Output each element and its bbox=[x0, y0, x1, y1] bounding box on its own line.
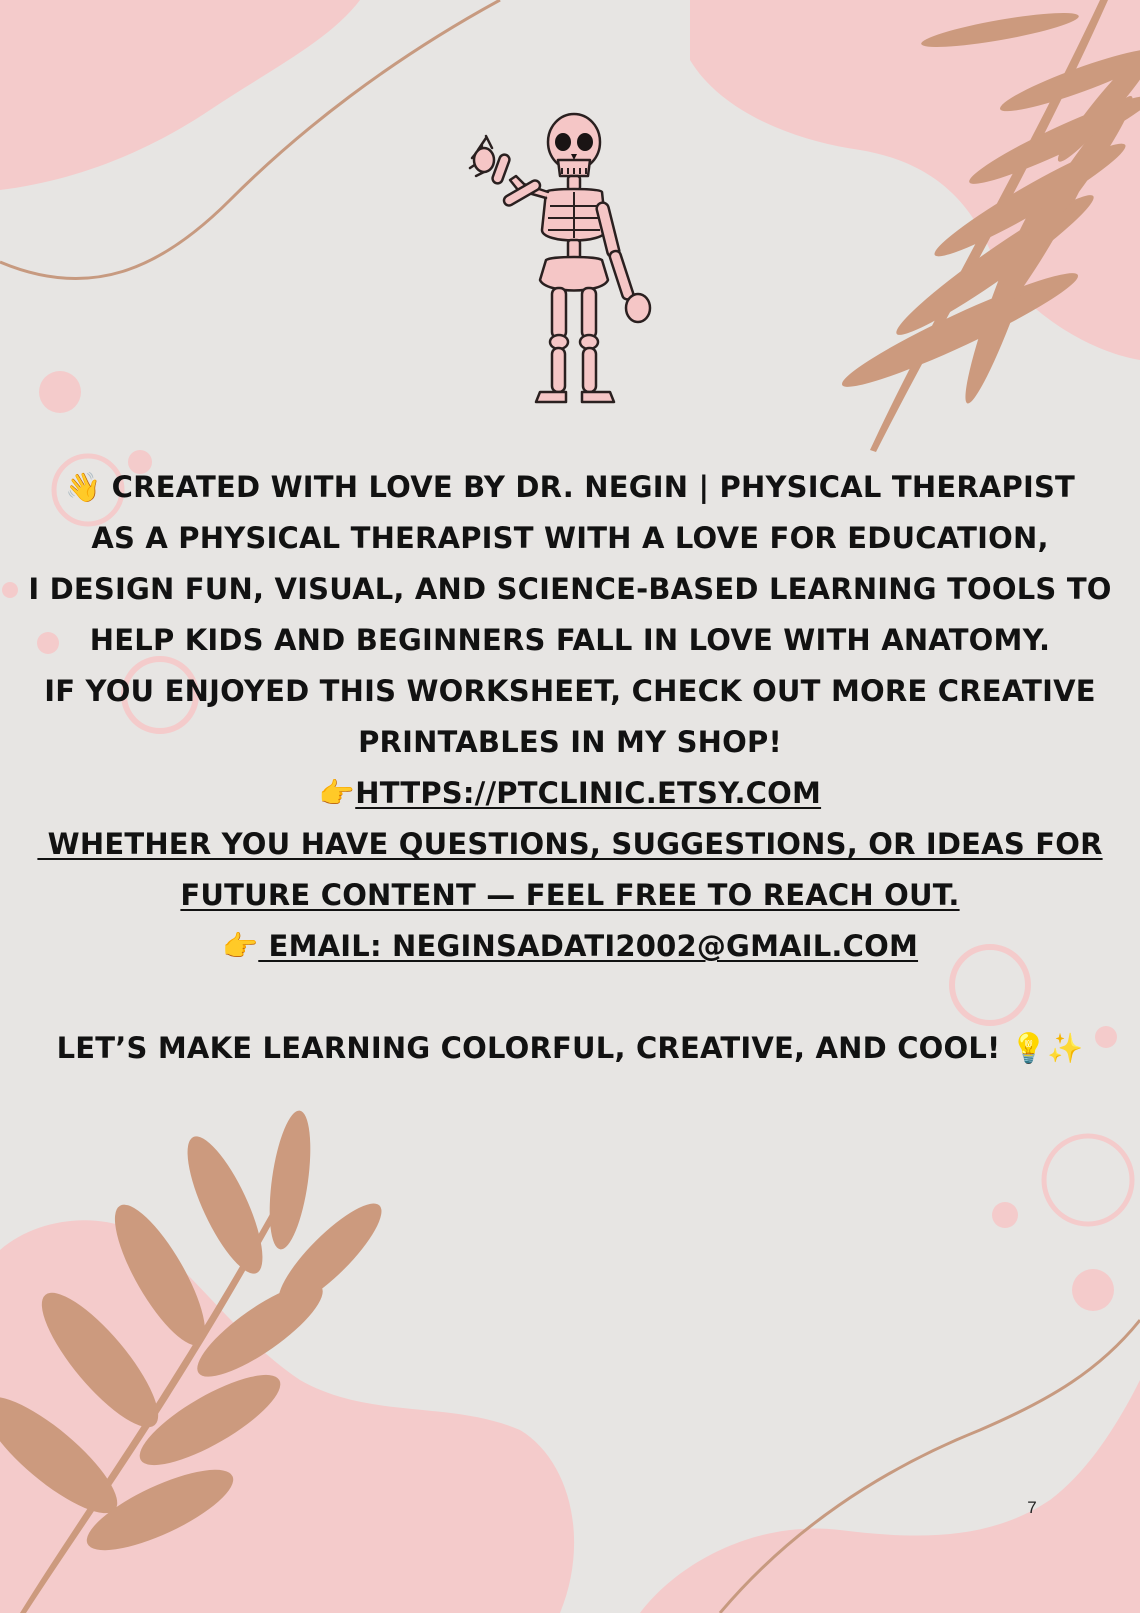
deco-circle bbox=[1072, 1269, 1114, 1311]
contact-line-1: WHETHER YOU HAVE QUESTIONS, SUGGESTIONS, OR IDEAS FOR bbox=[37, 827, 1103, 861]
spacer bbox=[10, 972, 1130, 1023]
page-number: 7 bbox=[1027, 1498, 1037, 1517]
closing-line: LET’S MAKE LEARNING COLORFUL, CREATIVE, AND COOL! 💡✨ bbox=[10, 1023, 1130, 1074]
lightbulb-sparkles-icon: 💡✨ bbox=[1010, 1031, 1084, 1065]
bio-line-3: HELP KIDS AND BEGINNERS FALL IN LOVE WITH ANATOMY. bbox=[89, 623, 1051, 657]
pointing-hand-icon: 👉 bbox=[318, 776, 356, 810]
waving-skeleton-icon bbox=[462, 110, 684, 410]
email-link[interactable]: 👉 EMAIL: NEGINSADATI2002@GMAIL.COM bbox=[222, 929, 918, 963]
email-line bbox=[10, 921, 1130, 972]
about-text bbox=[10, 462, 1130, 1074]
deco-ring bbox=[1044, 1136, 1132, 1224]
intro-line: 👋 CREATED WITH LOVE BY DR. NEGIN | PHYSICAL THERAPIST bbox=[10, 462, 1130, 513]
bio-line-1: AS A PHYSICAL THERAPIST WITH A LOVE FOR EDUCATION, bbox=[91, 521, 1049, 555]
pointing-hand-icon: 👉 bbox=[221, 929, 259, 963]
bio-line-2: I DESIGN FUN, VISUAL, AND SCIENCE-BASED LEARNING TOOLS TO bbox=[28, 572, 1112, 606]
shop-invite-line-1: IF YOU ENJOYED THIS WORKSHEET, CHECK OUT MORE CREATIVE bbox=[44, 674, 1096, 708]
shop-invite-line-2: PRINTABLES IN MY SHOP! bbox=[358, 725, 782, 759]
shop-link-line bbox=[10, 768, 1130, 819]
contact-line-2: FUTURE CONTENT — FEEL FREE TO REACH OUT. bbox=[180, 878, 960, 912]
waving-hand-icon: 👋 bbox=[64, 470, 102, 504]
pink-blob-top-left bbox=[0, 0, 360, 190]
pink-blob-bottom-right bbox=[640, 1380, 1140, 1613]
shop-link[interactable]: HTTPS://PTCLINIC.ETSY.COM bbox=[355, 776, 822, 810]
deco-circle bbox=[39, 371, 81, 413]
deco-circle bbox=[992, 1202, 1018, 1228]
